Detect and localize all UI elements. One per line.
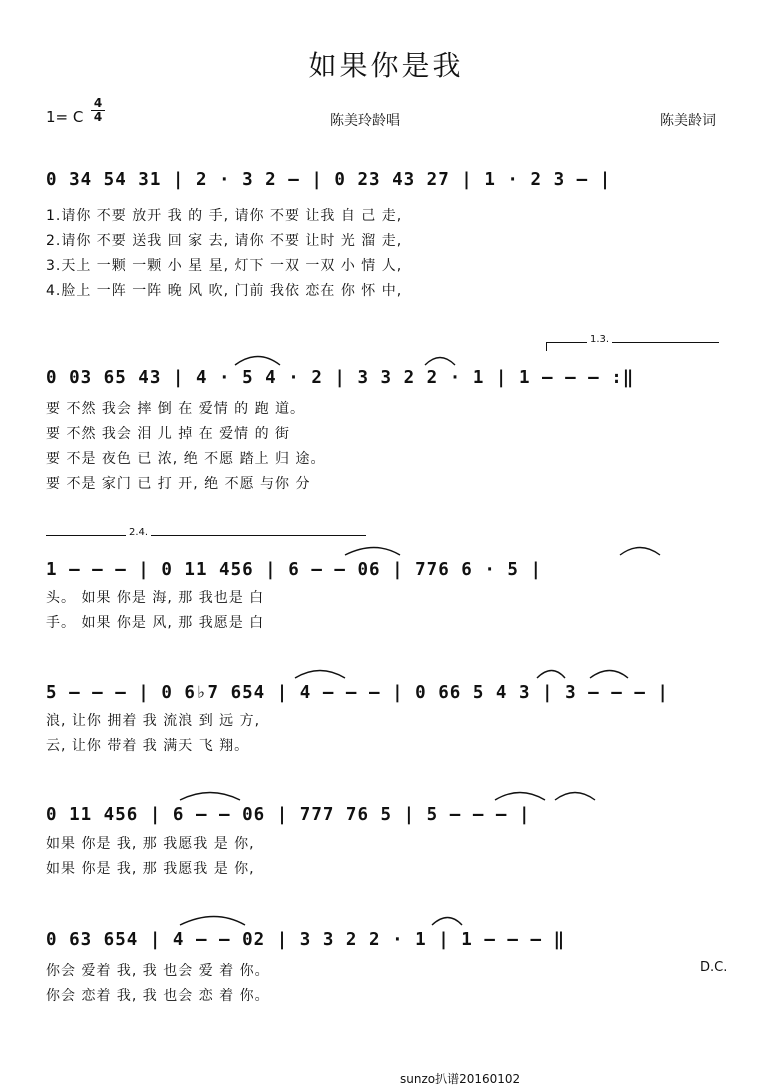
slur-arc [180,917,245,926]
footer-credit: sunzo扒谱20160102 [400,1072,521,1086]
notation-row-1: 0 34 54 31 | 2 · 3 2 – | 0 23 43 27 | 1 · 2 3 – | [46,170,612,190]
lyric-row-3-verse-2: 手。 如果 你是 风, 那 我愿是 白 [46,615,265,631]
key-signature: 1= C [46,108,84,126]
slur-arc [180,793,240,801]
notation-row-2: 0 03 65 43 | 4 · 5 4 · 2 | 3 3 2 2 · 1 | 1 – – – :‖ [46,368,635,388]
lyric-row-2-verse-2: 要 不然 我会 泪 儿 掉 在 爱情 的 街 [46,426,291,442]
slur-arc [345,548,400,556]
slur-arc [235,357,280,366]
notation-row-3: 1 – – – | 0 11 456 | 6 – – 06 | 776 6 · 5 | [46,560,543,580]
time-signature-top: 4 [93,96,103,110]
time-signature-bottom: 4 [93,110,103,124]
slur-arc [620,548,660,556]
lyric-row-1-verse-4: 4.脸上 一阵 一阵 晚 风 吹, 门前 我依 恋在 你 怀 中, [46,283,403,299]
lyric-row-5-verse-1: 如果 你是 我, 那 我愿我 是 你, [46,836,255,852]
da-capo-mark: D.C. [700,960,728,975]
lyric-row-3-verse-1: 头。 如果 你是 海, 那 我也是 白 [46,590,265,606]
lyric-row-1-verse-2: 2.请你 不要 送我 回 家 去, 请你 不要 让时 光 溜 走, [46,233,403,249]
lyric-row-2-verse-3: 要 不是 夜色 已 浓, 绝 不愿 踏上 归 途。 [46,451,326,467]
notation-row-5: 0 11 456 | 6 – – 06 | 777 76 5 | 5 – – – | [46,805,531,825]
lyricist-credit: 陈美龄词 [660,113,716,129]
song-title: 如果你是我 [308,49,464,82]
first-ending-label: 1.3. [587,334,612,345]
lyric-row-4-verse-1: 浪, 让你 拥着 我 流浪 到 远 方, [46,713,261,729]
slur-arc [432,918,462,926]
lyric-row-1-verse-1: 1.请你 不要 放开 我 的 手, 请你 不要 让我 自 己 走, [46,208,403,224]
lyric-row-2-verse-1: 要 不然 我会 摔 倒 在 爱情 的 跑 道。 [46,401,306,417]
notation-row-6: 0 63 654 | 4 – – 02 | 3 3 2 2 · 1 | 1 – – – ‖ [46,930,566,950]
slur-arc [495,793,545,801]
lyric-row-6-verse-2: 你会 恋着 我, 我 也会 恋 着 你。 [46,988,270,1004]
lyric-row-1-verse-3: 3.天上 一颗 一颗 小 星 星, 灯下 一双 一双 小 情 人, [46,258,403,274]
slur-arc [425,358,455,366]
lyric-row-5-verse-2: 如果 你是 我, 那 我愿我 是 你, [46,861,255,877]
notation-row-4: 5 – – – | 0 6♭7 654 | 4 – – – | 0 66 5 4 3 | 3 – – – | [46,683,669,703]
second-ending-label: 2.4. [126,527,151,538]
lyric-row-2-verse-4: 要 不是 家门 已 打 开, 绝 不愿 与你 分 [46,476,311,492]
lyric-row-4-verse-2: 云, 让你 带着 我 满天 飞 翔。 [46,738,250,754]
slur-arc [537,671,565,679]
slur-arc [555,793,595,801]
singer-credit: 陈美玲龄唱 [330,113,400,129]
lyric-row-6-verse-1: 你会 爱着 我, 我 也会 爱 着 你。 [46,963,270,979]
slur-arc [590,671,628,679]
slur-arc [295,671,345,679]
